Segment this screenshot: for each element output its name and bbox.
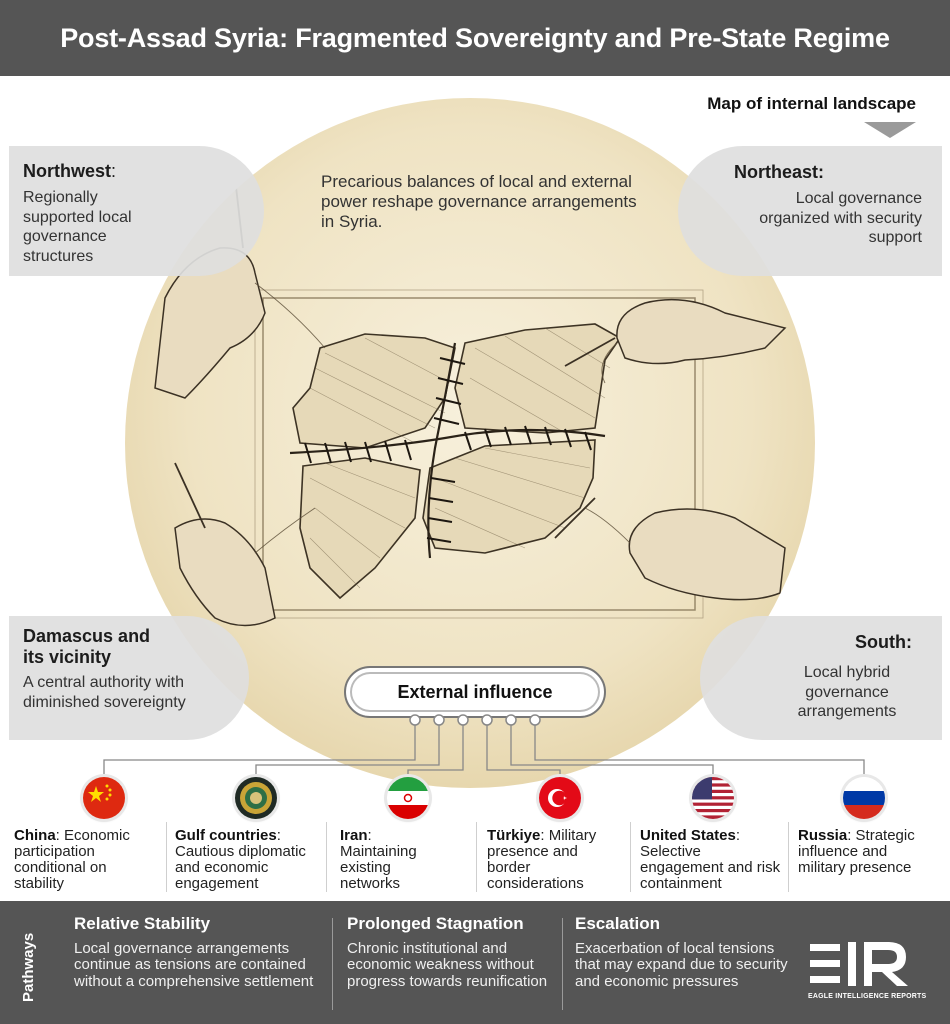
divider <box>562 918 563 1010</box>
actor-china: China: Economic participation conditional on stability <box>14 827 130 892</box>
pathways-label: Pathways <box>20 932 37 1002</box>
page-title: Post-Assad Syria: Fragmented Sovereignty and Pre-State Regime <box>60 22 890 53</box>
usa-flag-icon <box>692 777 734 819</box>
region-title-south: South: <box>855 632 912 652</box>
region-title-northwest: Northwest <box>23 161 112 181</box>
pathway-title: Prolonged Stagnation <box>347 914 524 933</box>
pathway-title: Relative Stability <box>74 914 211 933</box>
turkiye-flag-icon <box>539 777 581 819</box>
divider <box>788 822 789 892</box>
intro-text: Precarious balances of local and external power reshape governance arrangements in Syria. <box>321 172 637 231</box>
pathway-text: Local governance arrangements continue as tensions are contained without a comprehensive settlement <box>74 939 314 990</box>
pathway-title: Escalation <box>575 914 661 933</box>
divider <box>332 918 333 1010</box>
region-text-northwest: Regionally supported local governance structures <box>23 189 132 265</box>
divider <box>476 822 477 892</box>
pathway-escalation <box>575 916 790 990</box>
region-text-damascus: A central authority with diminished sovereignty <box>23 674 186 711</box>
divider <box>630 822 631 892</box>
region-text-south: Local hybrid governance arrangements <box>797 664 897 720</box>
gcc-emblem-icon <box>235 777 277 819</box>
pathway-prolonged-stagnation <box>347 916 557 990</box>
actor-gulf-countries: Gulf countries: Cautious diplomatic and economic engagement <box>175 827 306 892</box>
divider <box>326 822 327 892</box>
actor-turkiye: Türkiye: Military presence and border considerations <box>487 827 597 892</box>
actor-russia: Russia: Strategic influence and military presence <box>798 827 915 876</box>
region-text-northeast: Local governance organized with security support <box>759 190 922 246</box>
russia-flag-icon <box>843 777 885 819</box>
china-flag-icon <box>83 777 125 819</box>
pathway-text: Exacerbation of local tensions that may expand due to security and economic pressures <box>575 939 788 990</box>
actor-iran: Iran: Maintaining existing networks <box>340 827 417 892</box>
region-title-colon: : <box>111 161 117 181</box>
map-label: Map of internal landscape <box>707 94 916 113</box>
divider <box>166 822 167 892</box>
region-title-damascus: Damascus and its vicinity <box>23 626 151 667</box>
actor-united-states: United States: Selective engagement and risk containment <box>640 827 781 892</box>
iran-flag-icon <box>387 777 429 819</box>
logo-caption: EAGLE INTELLIGENCE REPORTS <box>808 993 927 1000</box>
external-influence-box: External influence <box>344 666 606 718</box>
pathway-text: Chronic institutional and economic weakness without progress towards reunification <box>347 939 548 990</box>
region-title-northeast: Northeast: <box>734 162 825 182</box>
pathway-relative-stability <box>74 916 322 990</box>
